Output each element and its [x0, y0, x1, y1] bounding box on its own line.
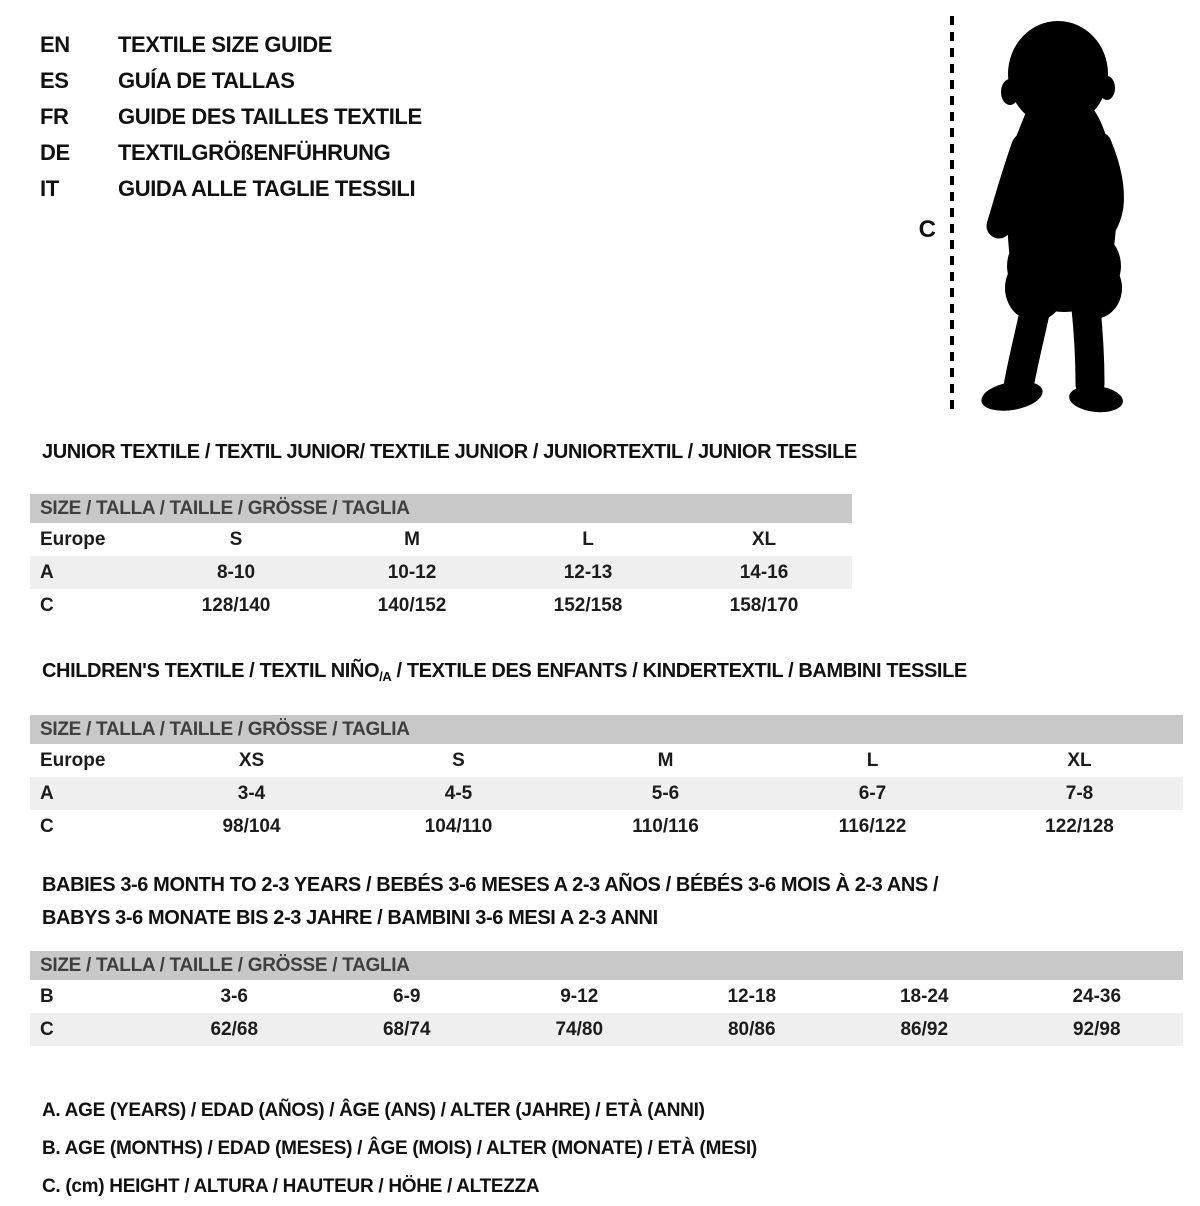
- size-value-cell: 104/110: [424, 815, 493, 837]
- size-value-cell: XL: [751, 528, 777, 550]
- language-row: [40, 178, 422, 200]
- guide-title: TEXTILE SIZE GUIDE: [118, 32, 333, 57]
- language-code: EN: [40, 32, 70, 57]
- legend-line: C. (cm) HEIGHT / ALTURA / HAUTEUR / HÖHE / ALTEZZA: [42, 1176, 540, 1197]
- section-title-text: BABIES 3-6 MONTH TO 2-3 YEARS / BEBÉS 3-6 MESES A 2-3 AÑOS / BÉBÉS 3-6 MOIS À 2-3 ANS /: [42, 874, 939, 896]
- size-value-cell: XL: [1067, 749, 1092, 771]
- section-junior: [30, 436, 1200, 622]
- language-row: [40, 106, 422, 128]
- size-value-cell: 116/122: [838, 815, 907, 837]
- table-header-label: SIZE / TALLA / TAILLE / GRÖSSE / TAGLIA: [30, 494, 852, 523]
- guide-title: GUIDA ALLE TAGLIE TESSILI: [118, 176, 416, 201]
- guide-title: GUÍA DE TALLAS: [118, 68, 295, 93]
- language-row: [40, 142, 422, 164]
- toddler-silhouette: [972, 16, 1144, 416]
- size-value-cell: 92/98: [1072, 1018, 1121, 1040]
- row-label-cell: C: [40, 815, 54, 837]
- size-value-cell: 122/128: [1045, 815, 1114, 837]
- table-row: [30, 556, 852, 589]
- row-label-cell: Europe: [40, 528, 106, 550]
- table-row: [30, 523, 852, 556]
- table-header-row: [30, 715, 1183, 744]
- section-children: [30, 655, 1200, 843]
- legend-line: B. AGE (MONTHS) / EDAD (MESES) / ÂGE (MOIS) / ALTER (MONATE) / ETÀ (MESI): [42, 1138, 757, 1159]
- table-row: [30, 810, 1183, 843]
- section-title-text: CHILDREN'S TEXTILE / TEXTIL NIÑO: [42, 660, 380, 682]
- section-title-block: [30, 655, 1200, 693]
- table-row: [30, 589, 852, 622]
- size-value-cell: 18-24: [899, 985, 949, 1007]
- language-code: ES: [40, 68, 69, 93]
- section-title: [42, 436, 1200, 469]
- section-title: [42, 902, 1200, 935]
- size-value-cell: 6-7: [858, 782, 887, 804]
- size-table: [30, 951, 1183, 1046]
- size-value-cell: 3-4: [237, 782, 266, 804]
- section-title: [42, 869, 1200, 902]
- section-title: [42, 655, 1200, 693]
- row-label-cell: C: [40, 1018, 54, 1040]
- size-value-cell: S: [229, 528, 243, 550]
- size-value-cell: 24-36: [1072, 985, 1122, 1007]
- section-title-block: [30, 869, 1200, 935]
- table-row: [30, 777, 1183, 810]
- row-label-cell: C: [40, 594, 54, 616]
- size-value-cell: 5-6: [651, 782, 680, 804]
- language-code: DE: [40, 140, 70, 165]
- size-value-cell: 10-12: [387, 561, 437, 583]
- document-header: [0, 0, 1200, 402]
- height-measure-label: C: [918, 216, 936, 243]
- size-value-cell: S: [452, 749, 465, 771]
- size-value-cell: L: [582, 528, 594, 550]
- section-title-text: BABYS 3-6 MONATE BIS 2-3 JAHRE / BAMBINI 3-6 MESI A 2-3 ANNI: [42, 907, 658, 929]
- size-value-cell: 3-6: [220, 985, 248, 1007]
- table-row: [30, 744, 1183, 777]
- section-title-block: [30, 436, 1200, 469]
- measure-legend: [42, 1092, 1200, 1206]
- size-value-cell: 152/158: [553, 594, 623, 616]
- size-value-cell: 8-10: [216, 561, 256, 583]
- size-value-cell: 68/74: [382, 1018, 431, 1040]
- language-row: [40, 70, 422, 92]
- size-value-cell: 4-5: [444, 782, 473, 804]
- size-value-cell: 158/170: [729, 594, 799, 616]
- size-value-cell: 74/80: [555, 1018, 604, 1040]
- size-value-cell: 128/140: [201, 594, 271, 616]
- size-value-cell: 86/92: [900, 1018, 949, 1040]
- row-label-cell: B: [40, 985, 54, 1007]
- size-value-cell: 110/116: [632, 815, 699, 837]
- size-value-cell: 140/152: [377, 594, 447, 616]
- table-header-row: [30, 951, 1183, 980]
- size-value-cell: 14-16: [739, 561, 789, 583]
- size-value-cell: 7-8: [1065, 782, 1094, 804]
- size-value-cell: 62/68: [210, 1018, 259, 1040]
- guide-title: TEXTILGRÖßENFÜHRUNG: [118, 140, 391, 165]
- height-measure-line: [950, 16, 954, 416]
- size-value-cell: 12-13: [563, 561, 613, 583]
- row-label-cell: A: [40, 782, 54, 804]
- size-value-cell: M: [657, 749, 674, 771]
- size-value-cell: 80/86: [727, 1018, 776, 1040]
- size-value-cell: L: [866, 749, 879, 771]
- table-header-label: SIZE / TALLA / TAILLE / GRÖSSE / TAGLIA: [30, 715, 1183, 744]
- table-header-row: [30, 494, 852, 523]
- row-label-cell: Europe: [40, 749, 106, 771]
- table-row: [30, 980, 1183, 1013]
- section-title-text: JUNIOR TEXTILE / TEXTIL JUNIOR/ TEXTILE JUNIOR / JUNIORTEXTIL / JUNIOR TESSILE: [42, 441, 857, 463]
- size-value-cell: XS: [238, 749, 265, 771]
- section-babies: [30, 869, 1200, 1046]
- size-table: [30, 494, 852, 622]
- size-value-cell: M: [404, 528, 420, 550]
- legend-line: A. AGE (YEARS) / EDAD (AÑOS) / ÂGE (ANS) / ALTER (JAHRE) / ETÀ (ANNI): [42, 1100, 705, 1121]
- section-title-text: / TEXTILE DES ENFANTS / KINDERTEXTIL / BAMBINI TESSILE: [391, 660, 967, 682]
- language-title-list: [40, 34, 422, 214]
- size-value-cell: 9-12: [560, 985, 599, 1007]
- figure-area: [919, 16, 1144, 416]
- language-code: IT: [40, 176, 59, 201]
- size-value-cell: 98/104: [222, 815, 281, 837]
- row-label-cell: A: [40, 561, 54, 583]
- language-code: FR: [40, 104, 69, 129]
- guide-title: GUIDE DES TAILLES TEXTILE: [118, 104, 422, 129]
- language-row: [40, 34, 422, 56]
- table-row: [30, 1013, 1183, 1046]
- table-header-label: SIZE / TALLA / TAILLE / GRÖSSE / TAGLIA: [30, 951, 1183, 980]
- size-value-cell: 6-9: [393, 985, 421, 1007]
- section-title-subscript: /A: [379, 669, 392, 684]
- size-table: [30, 715, 1183, 843]
- size-value-cell: 12-18: [727, 985, 777, 1007]
- size-tables: [0, 436, 1200, 1046]
